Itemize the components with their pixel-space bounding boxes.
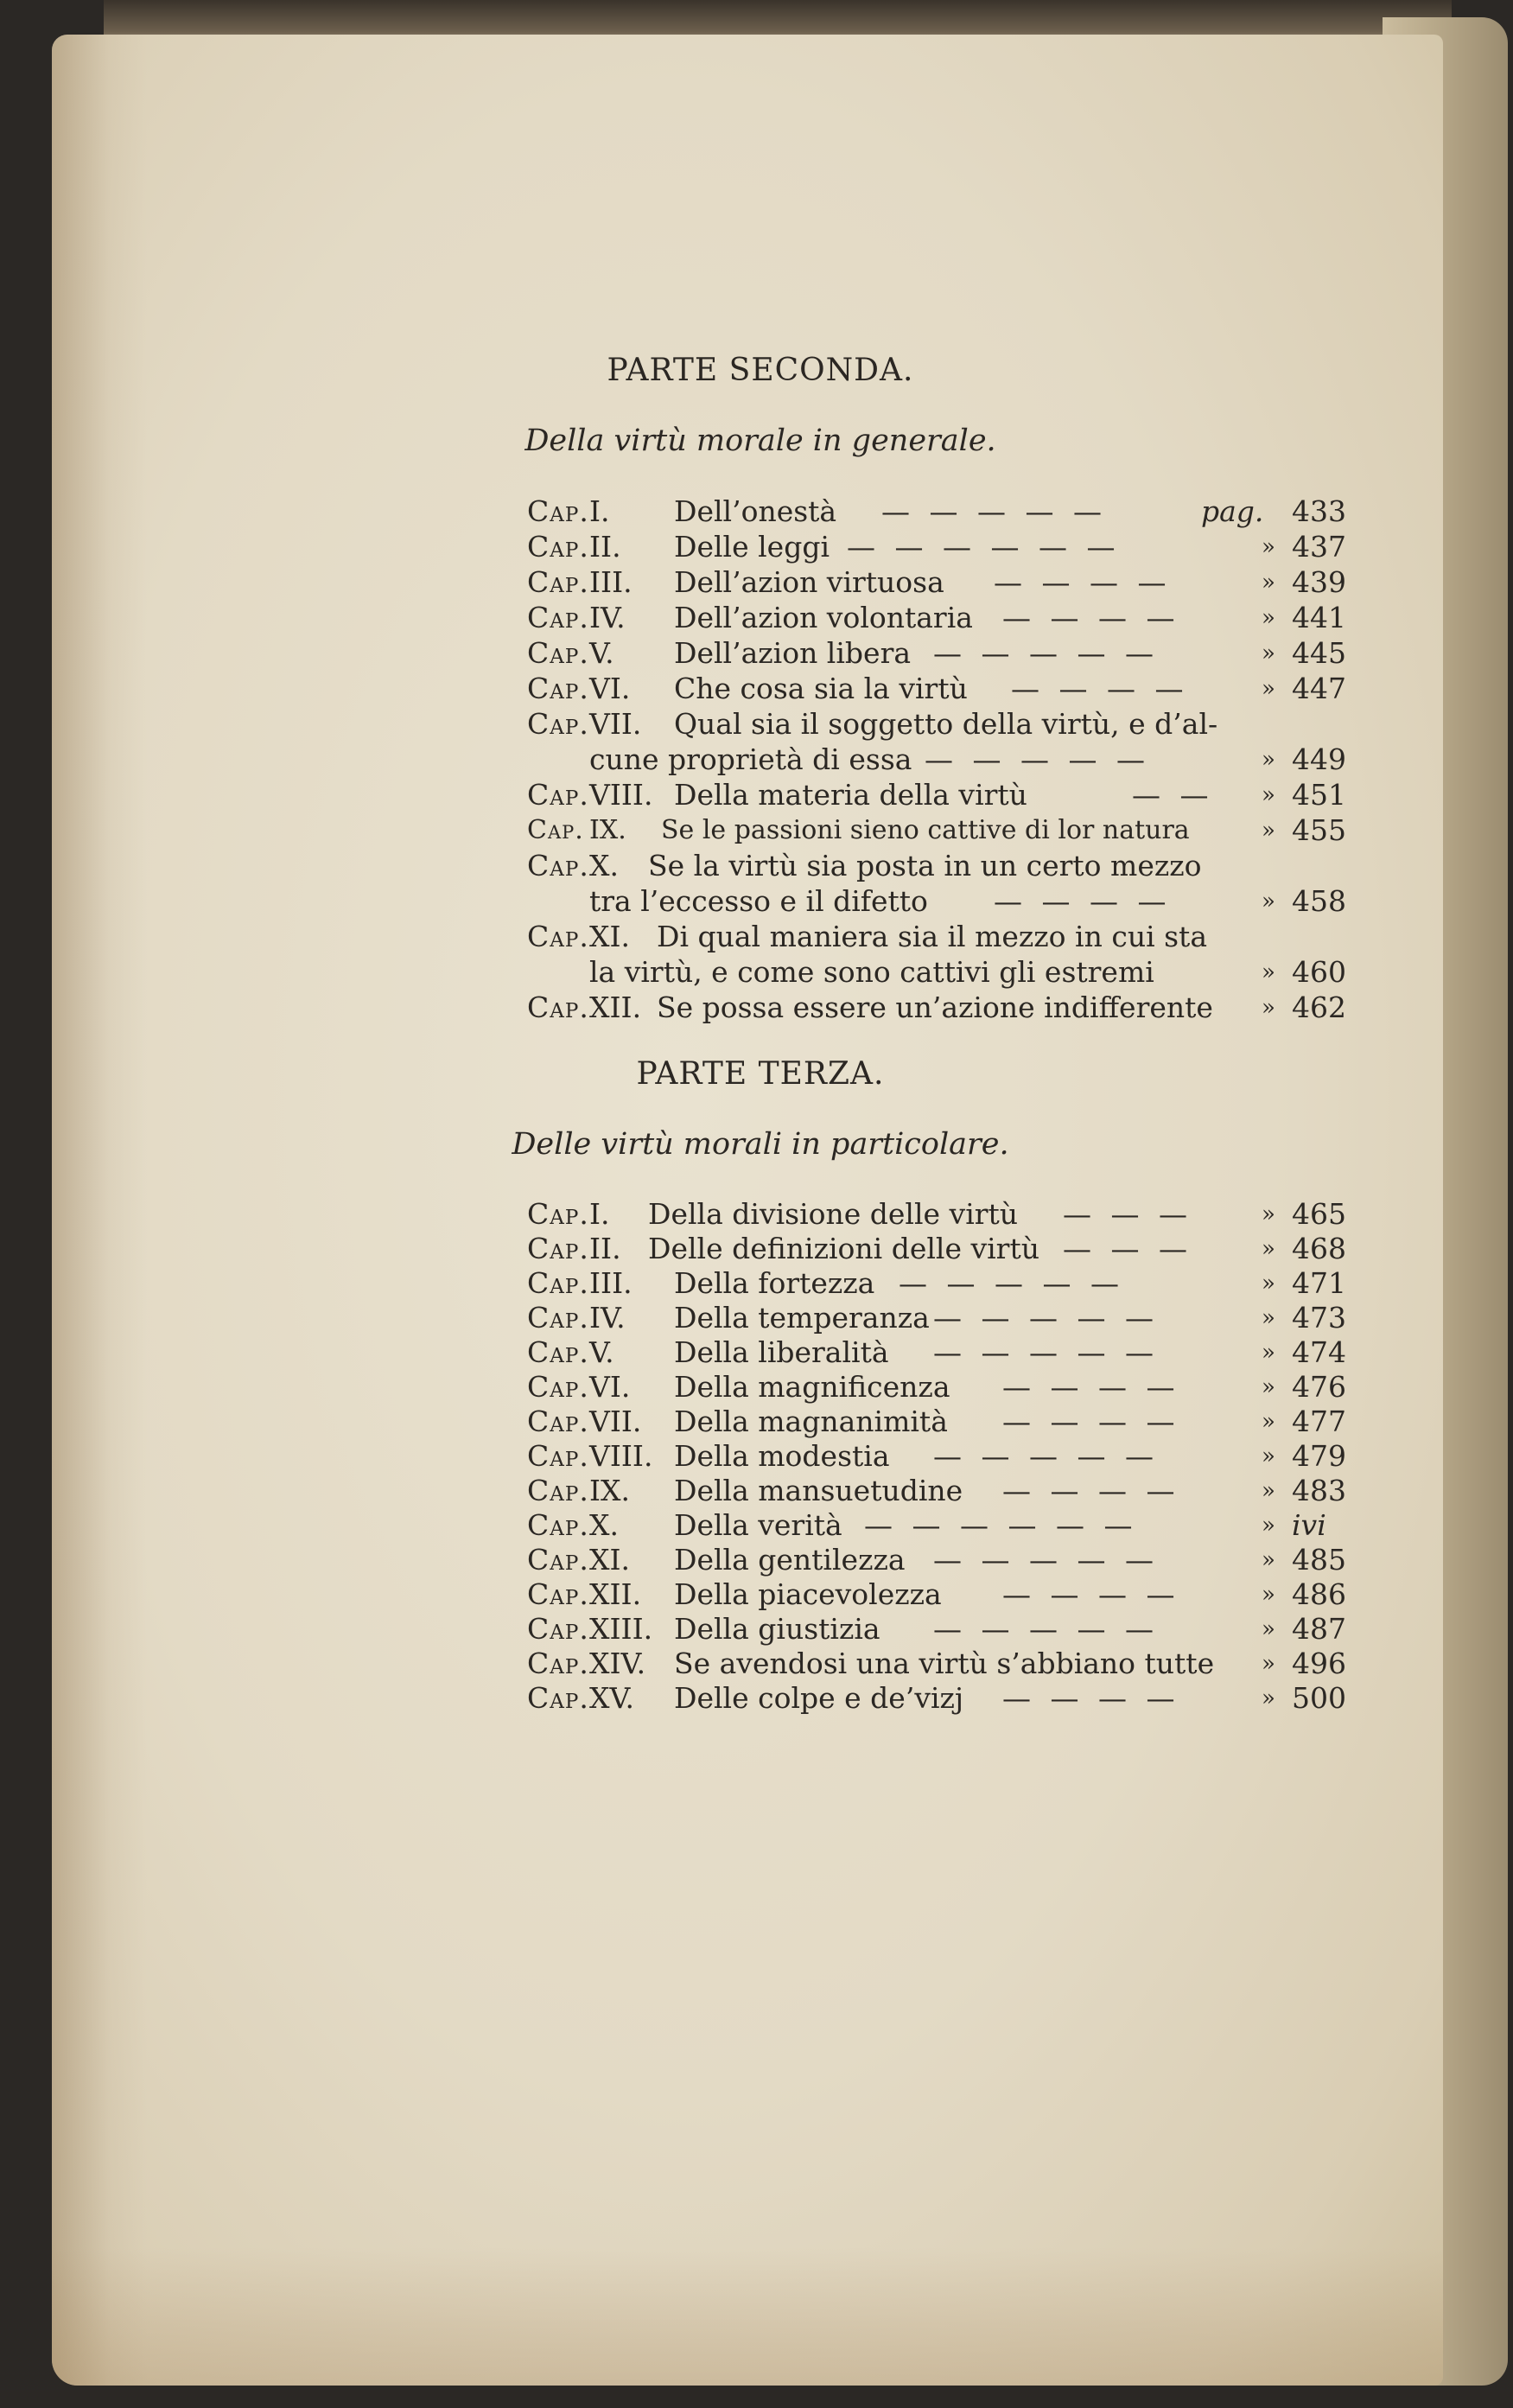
chapter-title: Della fortezza [674, 1266, 875, 1300]
ditto-marker: » [1262, 1547, 1275, 1573]
leader-dashes: — — — — [994, 565, 1172, 599]
cap-label: Cap. [527, 1543, 589, 1577]
page-number: 449 [1292, 742, 1346, 776]
leader-dashes: — — — [1063, 1197, 1192, 1231]
leader-dashes: — — — — [1002, 1577, 1180, 1611]
chapter-number: V. [589, 1335, 614, 1369]
page-number: 474 [1292, 1335, 1346, 1369]
toc-entry [518, 1474, 1365, 1508]
cap-label: Cap. [527, 778, 589, 812]
page-number: 485 [1292, 1543, 1346, 1577]
toc-entry [518, 1439, 1365, 1474]
ditto-marker: » [1262, 995, 1275, 1021]
page-number: 496 [1292, 1647, 1346, 1680]
cap-label: Cap. [527, 636, 589, 670]
chapter-number: XII. [589, 1577, 642, 1611]
page-number: 445 [1292, 636, 1346, 670]
leader-dashes: — — — — [1011, 672, 1189, 705]
chapter-number: II. [589, 1232, 621, 1265]
toc-entry [518, 1370, 1365, 1405]
chapter-title: Della materia della virtù [674, 778, 1027, 812]
ditto-marker: » [1262, 1651, 1275, 1677]
toc-entry [518, 920, 1365, 954]
ditto-marker: » [1262, 605, 1275, 631]
chapter-number: IX. [589, 1474, 631, 1507]
chapter-title: Se le passioni sieno cattive di lor natura [661, 815, 1190, 845]
page-number: 441 [1292, 601, 1346, 634]
page-number: 455 [1292, 813, 1346, 847]
chapter-title: Dell’azion virtuosa [674, 565, 944, 599]
chapter-title: Se avendosi una virtù s’abbiano tutte [674, 1647, 1215, 1680]
leader-dashes: — — — — [1002, 1370, 1180, 1404]
toc-entry [518, 991, 1365, 1025]
toc-entry [518, 1508, 1365, 1543]
chapter-number: VI. [589, 1370, 631, 1404]
chapter-number: XIV. [589, 1647, 646, 1680]
leader-dashes: — — — — [1002, 601, 1180, 634]
page-number: 433 [1292, 494, 1346, 528]
toc-entry [518, 1232, 1365, 1266]
cap-label: Cap. [527, 920, 589, 953]
page-number: ivi [1292, 1508, 1326, 1542]
page-number: 460 [1292, 955, 1346, 989]
chapter-number: I. [589, 494, 610, 528]
toc-entry [518, 565, 1365, 600]
section-heading-parte-terza: PARTE TERZA. [636, 1056, 885, 1092]
chapter-title: Se possa essere un’azione indifferente [657, 991, 1213, 1024]
chapter-number: V. [589, 636, 614, 670]
cap-label: Cap. [527, 991, 589, 1024]
page-number: 451 [1292, 778, 1346, 812]
page-number: 477 [1292, 1405, 1346, 1438]
ditto-marker: » [1262, 640, 1275, 666]
ditto-marker: » [1262, 747, 1275, 773]
chapter-title: Delle definizioni delle virtù [648, 1232, 1039, 1265]
ditto-marker: » [1262, 1409, 1275, 1435]
ditto-marker: » [1262, 570, 1275, 596]
chapter-title: Delle colpe e de’vizj [674, 1681, 964, 1715]
ditto-marker: » [1262, 1582, 1275, 1608]
ditto-marker: » [1262, 1443, 1275, 1469]
chapter-number: I. [589, 1197, 610, 1231]
ditto-marker: » [1262, 959, 1275, 985]
cap-label: Cap. [527, 849, 589, 882]
toc-entry [518, 1301, 1365, 1335]
toc-entry [518, 1612, 1365, 1647]
chapter-title: Della magnificenza [674, 1370, 950, 1404]
chapter-number: XI. [589, 920, 631, 953]
page-number: 447 [1292, 672, 1346, 705]
ditto-marker: » [1262, 1305, 1275, 1331]
cap-label: Cap. [527, 1681, 589, 1715]
cap-label: Cap. [527, 530, 589, 564]
page-number: 437 [1292, 530, 1346, 564]
toc-entry [518, 707, 1365, 742]
chapter-title: Della liberalità [674, 1335, 889, 1369]
page-number: 487 [1292, 1612, 1346, 1646]
toc-entry [518, 813, 1365, 848]
toc-entry [518, 1543, 1365, 1577]
chapter-title: Qual sia il soggetto della virtù, e d’al- [674, 707, 1218, 741]
leader-dashes: — — — — — [933, 1543, 1159, 1577]
page-label: pag. [1201, 494, 1264, 528]
page-number: 500 [1292, 1681, 1346, 1715]
page-number: 479 [1292, 1439, 1346, 1473]
ditto-marker: » [1262, 1340, 1275, 1366]
cap-label: Cap. [527, 1232, 589, 1265]
page-number: 476 [1292, 1370, 1346, 1404]
toc-entry [518, 778, 1365, 812]
chapter-number: IV. [589, 601, 626, 634]
leader-dashes: — — — — — [933, 1335, 1159, 1369]
toc-entry [518, 672, 1365, 706]
chapter-number: IX. [589, 815, 626, 845]
toc-entry-continuation [518, 955, 1365, 990]
leader-dashes: — — — — — [933, 636, 1159, 670]
ditto-marker: » [1262, 1236, 1275, 1262]
ditto-marker: » [1262, 782, 1275, 808]
ditto-marker: » [1262, 1685, 1275, 1711]
toc-entry [518, 849, 1365, 883]
chapter-title: Della divisione delle virtù [648, 1197, 1019, 1231]
chapter-title: Della mansuetudine [674, 1474, 963, 1507]
chapter-title: Della verità [674, 1508, 842, 1542]
page-number: 471 [1292, 1266, 1346, 1300]
leader-dashes: — — — — — [925, 742, 1150, 776]
chapter-title: Se la virtù sia posta in un certo mezzo [648, 849, 1202, 882]
chapter-number: XIII. [589, 1612, 653, 1646]
toc-entry [518, 1335, 1365, 1370]
chapter-number: VII. [589, 707, 642, 741]
cap-label: Cap. [527, 1335, 589, 1369]
cap-label: Cap. [527, 1612, 589, 1646]
chapter-title: Dell’azion libera [674, 636, 912, 670]
cap-label: Cap. [527, 601, 589, 634]
chapter-number: VIII. [589, 1439, 653, 1473]
chapter-title: Della modestia [674, 1439, 890, 1473]
ditto-marker: » [1262, 889, 1275, 914]
leader-dashes: — — — — — [933, 1301, 1159, 1335]
chapter-title: Della giustizia [674, 1612, 880, 1646]
cap-label: Cap. [527, 707, 589, 741]
ditto-marker: » [1262, 1201, 1275, 1227]
cap-label: Cap. [527, 1647, 589, 1680]
chapter-number: XII. [589, 991, 642, 1024]
page-number: 462 [1292, 991, 1346, 1024]
toc-entry [518, 636, 1365, 671]
chapter-title: Della gentilezza [674, 1543, 906, 1577]
leader-dashes: — — — — — [933, 1612, 1159, 1646]
ditto-marker: » [1262, 1513, 1275, 1538]
toc-entry [518, 601, 1365, 635]
page-number: 439 [1292, 565, 1346, 599]
cap-label: Cap. [527, 1370, 589, 1404]
chapter-number: X. [589, 849, 619, 882]
ditto-marker: » [1262, 534, 1275, 560]
chapter-number: VII. [589, 1405, 642, 1438]
cap-label: Cap. [527, 565, 589, 599]
chapter-title-continued: la virtù, e come sono cattivi gli estremi [589, 955, 1154, 989]
cap-label: Cap. [527, 1197, 589, 1231]
chapter-title: Dell’azion volontaria [674, 601, 973, 634]
toc-entry [518, 1405, 1365, 1439]
chapter-title: Di qual maniera sia il mezzo in cui sta [657, 920, 1207, 953]
leader-dashes: — — — — [1002, 1474, 1180, 1507]
cap-label: Cap. [527, 1439, 589, 1473]
cap-label: Cap. [527, 1301, 589, 1335]
section-heading-parte-seconda: PARTE SECONDA. [607, 353, 914, 388]
ditto-marker: » [1262, 1478, 1275, 1504]
section-subheading-parte-terza: Delle virtù morali in particolare. [512, 1127, 1009, 1162]
chapter-title: Che cosa sia la virtù [674, 672, 968, 705]
leader-dashes: — — — — — — [847, 530, 1121, 564]
ditto-marker: » [1262, 1374, 1275, 1400]
chapter-title: Dell’onestà [674, 494, 837, 528]
chapter-title-continued: tra l’eccesso e il difetto [589, 884, 928, 918]
leader-dashes: — — — — [1002, 1405, 1180, 1438]
toc-entry [518, 1197, 1365, 1232]
leader-dashes: — — — — [994, 884, 1172, 918]
chapter-number: XV. [589, 1681, 635, 1715]
page-number: 483 [1292, 1474, 1346, 1507]
leader-dashes: — — — — — [899, 1266, 1124, 1300]
leader-dashes: — — — — — — [864, 1508, 1138, 1542]
chapter-title: Delle leggi [674, 530, 830, 564]
chapter-title: Della temperanza [674, 1301, 930, 1335]
cap-label: Cap. [527, 494, 589, 528]
chapter-number: XI. [589, 1543, 631, 1577]
leader-dashes: — — — — — [881, 494, 1107, 528]
leader-dashes: — — — — — [933, 1439, 1159, 1473]
leader-dashes: — — — [1063, 1232, 1192, 1265]
cap-label: Cap. [527, 1474, 589, 1507]
toc-entry [518, 1266, 1365, 1301]
toc-entry [518, 1647, 1365, 1681]
section-subheading-parte-seconda: Della virtù morale in generale. [524, 424, 996, 458]
ditto-marker: » [1262, 676, 1275, 702]
page-number: 465 [1292, 1197, 1346, 1231]
chapter-title: Della piacevolezza [674, 1577, 942, 1611]
page-number: 473 [1292, 1301, 1346, 1335]
toc-entry-continuation [518, 884, 1365, 919]
leader-dashes: — — — — [1002, 1681, 1180, 1715]
cap-label: Cap. [527, 1266, 589, 1300]
toc-entry [518, 530, 1365, 564]
chapter-number: VI. [589, 672, 631, 705]
toc-entry-continuation [518, 742, 1365, 777]
chapter-number: X. [589, 1508, 619, 1542]
ditto-marker: » [1262, 1271, 1275, 1296]
chapter-title: Della magnanimità [674, 1405, 948, 1438]
cap-label: Cap. [527, 1405, 589, 1438]
cap-label: Cap. [527, 815, 584, 845]
chapter-number: III. [589, 565, 633, 599]
page-number: 486 [1292, 1577, 1346, 1611]
cap-label: Cap. [527, 1577, 589, 1611]
chapter-number: VIII. [589, 778, 653, 812]
cap-label: Cap. [527, 672, 589, 705]
ditto-marker: » [1262, 1616, 1275, 1642]
page-number: 458 [1292, 884, 1346, 918]
chapter-title-continued: cune proprietà di essa [589, 742, 912, 776]
toc-entry [518, 494, 1365, 529]
leader-dashes: — — [1132, 778, 1214, 812]
cap-label: Cap. [527, 1508, 589, 1542]
chapter-number: III. [589, 1266, 633, 1300]
toc-entry [518, 1577, 1365, 1612]
chapter-number: II. [589, 530, 621, 564]
toc-entry [518, 1681, 1365, 1716]
page-number: 468 [1292, 1232, 1346, 1265]
chapter-number: IV. [589, 1301, 626, 1335]
ditto-marker: » [1262, 818, 1275, 844]
